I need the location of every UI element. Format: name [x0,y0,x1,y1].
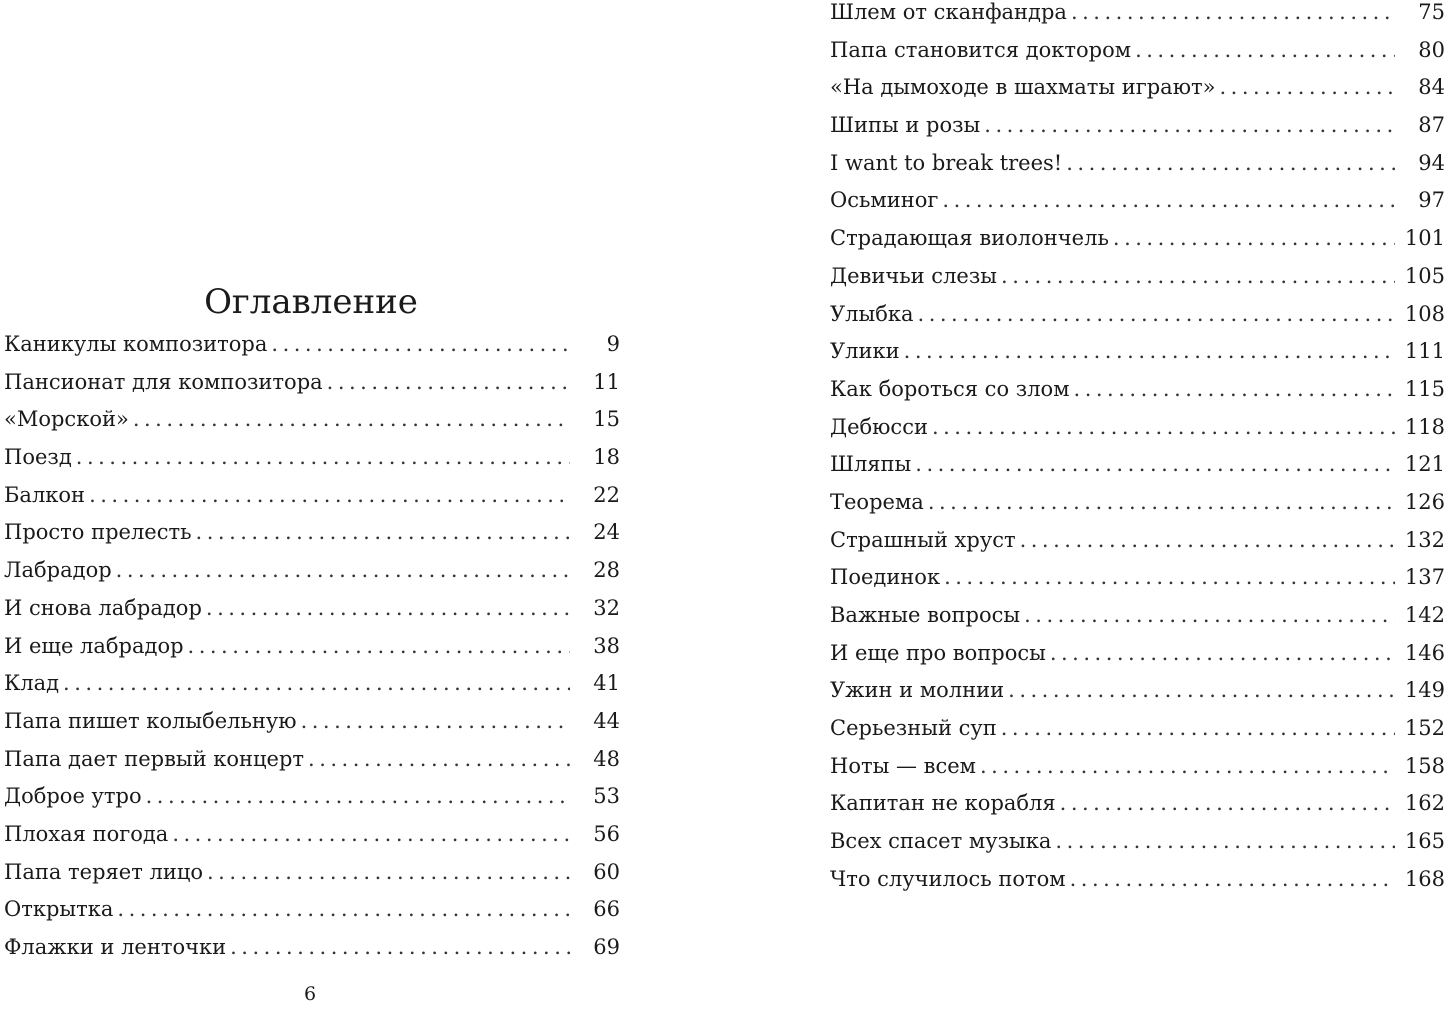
toc-entry[interactable] [4,703,620,741]
toc-entry-page: 69 [593,935,620,959]
toc-entry-page: 41 [593,671,620,696]
dot-leader [1001,710,1395,748]
dot-leader [918,296,1395,334]
dot-leader [980,748,1395,786]
toc-entry-title: Серьезный суп [830,716,997,741]
toc-entry-page: 11 [593,369,620,394]
toc-entry[interactable] [830,69,1445,107]
toc-entry[interactable] [830,258,1445,296]
toc-entry[interactable] [4,816,620,854]
toc-entry-page: 66 [593,897,620,922]
toc-entry-page: 28 [593,558,620,583]
toc-entry-page: 101 [1404,226,1445,251]
toc-entry-page: 137 [1404,565,1445,590]
dot-leader [1050,635,1395,673]
dot-leader [1060,785,1395,823]
toc-entry-page: 126 [1404,489,1445,514]
toc-entry-title: Клад [4,671,60,696]
dot-leader [206,590,570,628]
toc-entry-page: 84 [1418,75,1445,100]
toc-entry-title: «На дымоходе в шахматы играют» [830,75,1216,100]
toc-entry-page: 97 [1418,188,1445,213]
toc-left-column [4,326,620,967]
toc-entry-title: Осьминог [830,188,939,213]
toc-entry[interactable] [830,296,1445,334]
dot-leader [904,333,1395,371]
toc-entry-title: Улыбка [830,301,914,326]
toc-entry-page: 111 [1404,339,1445,364]
toc-entry-page: 32 [593,595,620,620]
toc-entry[interactable] [830,333,1445,371]
dot-leader [1070,861,1395,899]
page-title: Оглавление [204,281,418,322]
dot-leader [116,552,570,590]
dot-leader [301,703,570,741]
dot-leader [76,439,570,477]
dot-leader [271,326,570,364]
toc-entry-title: Всех спасет музыка [830,829,1052,854]
dot-leader [207,854,570,892]
dot-leader [984,107,1395,145]
dot-leader [1020,522,1395,560]
toc-entry-title: Лабрадор [4,558,112,583]
toc-entry-title: Дебюсси [830,414,928,439]
toc-entry[interactable] [4,741,620,779]
toc-entry[interactable] [4,590,620,628]
dot-leader [196,514,570,552]
toc-entry-page: 108 [1404,301,1445,326]
toc-entry[interactable] [830,484,1445,522]
dot-leader [1135,32,1395,70]
dot-leader [932,409,1395,447]
dot-leader [172,816,570,854]
toc-entry-page: 38 [593,633,620,658]
toc-entry[interactable] [4,552,620,590]
dot-leader [1008,672,1395,710]
dot-leader [1113,220,1395,258]
toc-entry-page: 94 [1418,150,1445,175]
dot-leader [1071,0,1395,32]
toc-entry-title: «Морской» [4,407,129,432]
toc-entry-title: Как бороться со злом [830,376,1070,401]
toc-entry-page: 53 [593,784,620,809]
toc-entry[interactable] [830,710,1445,748]
dot-leader [1024,597,1395,635]
toc-entry[interactable] [830,823,1445,861]
toc-entry[interactable] [4,778,620,816]
toc-entry-page: 56 [593,821,620,846]
toc-entry-title: Шлем от сканфандра [830,0,1067,24]
toc-entry[interactable] [4,929,620,967]
dot-leader [942,182,1395,220]
dot-leader [117,891,570,929]
toc-entry[interactable] [830,182,1445,220]
toc-entry-page: 142 [1404,603,1445,627]
dot-leader [1219,69,1395,107]
toc-entry-page: 168 [1404,866,1445,891]
dot-leader [1001,258,1395,296]
toc-entry-title: Флажки и ленточки [4,935,227,959]
toc-entry-title: Балкон [4,482,86,507]
toc-entry-title: Поединок [830,565,941,590]
toc-entry[interactable] [830,409,1445,447]
toc-entry-page: 118 [1404,414,1445,439]
dot-leader [928,484,1395,522]
dot-leader [1066,145,1395,183]
toc-entry-page: 152 [1404,716,1445,741]
toc-entry[interactable] [830,559,1445,597]
toc-entry[interactable] [830,748,1445,786]
toc-entry[interactable] [830,0,1445,32]
toc-entry-title: И еще лабрадор [4,633,184,658]
dot-leader [1055,823,1395,861]
toc-entry-page: 162 [1404,791,1445,816]
toc-entry[interactable] [830,635,1445,673]
toc-entry-page: 75 [1418,0,1445,24]
dot-leader [63,665,570,703]
toc-entry[interactable] [4,891,620,929]
toc-entry-title: Каникулы композитора [4,332,268,356]
toc-entry[interactable] [830,446,1445,484]
toc-entry-page: 165 [1404,829,1445,854]
toc-entry-title: Папа дает первый концерт [4,746,305,771]
page-number: 6 [303,983,317,1005]
toc-entry-title: Теорема [830,489,924,514]
toc-entry[interactable] [4,326,620,364]
dot-leader [188,628,570,666]
toc-entry[interactable] [4,514,620,552]
toc-entry-page: 105 [1404,263,1445,288]
toc-entry[interactable] [830,785,1445,823]
dot-leader [1074,371,1395,409]
dot-leader [230,929,570,967]
dot-leader [915,446,1395,484]
toc-entry-page: 48 [593,746,620,771]
toc-entry-title: Ноты — всем [830,753,976,778]
toc-entry-title: Капитан не корабля [830,791,1056,816]
toc-entry[interactable] [830,371,1445,409]
toc-entry[interactable] [4,439,620,477]
toc-entry[interactable] [830,32,1445,70]
toc-entry-page: 146 [1404,640,1445,665]
dot-leader [308,741,570,779]
dot-leader [89,477,570,515]
toc-entry[interactable] [830,672,1445,710]
toc-entry[interactable] [4,854,620,892]
toc-entry-page: 9 [606,332,620,356]
toc-entry-title: Улики [830,339,900,364]
toc-entry[interactable] [830,861,1445,899]
toc-entry-title: Девичьи слезы [830,263,998,288]
toc-entry-title: Плохая погода [4,821,169,846]
toc-entry[interactable] [4,665,620,703]
toc-entry-title: Открытка [4,897,114,922]
toc-entry-page: 15 [593,407,620,432]
toc-entry[interactable] [830,522,1445,560]
toc-entry-page: 158 [1404,753,1445,778]
toc-entry-title: Важные вопросы [830,603,1021,627]
toc-entry-page: 22 [593,482,620,507]
toc-entry-page: 18 [593,445,620,470]
toc-entry-title: И снова лабрадор [4,595,202,620]
toc-entry-title: I want to break trees! [830,150,1063,175]
toc-entry-title: Поезд [4,445,72,470]
toc-entry-page: 24 [593,520,620,545]
toc-entry-page: 115 [1404,376,1445,401]
dot-leader [146,778,570,816]
toc-entry-page: 80 [1418,37,1445,62]
toc-entry-title: Страдающая виолончель [830,226,1109,251]
toc-right-column [830,0,1445,899]
toc-entry-title: Что случилось потом [830,866,1066,891]
dot-leader [944,559,1395,597]
toc-entry-title: Ужин и молнии [830,678,1005,703]
toc-entry[interactable] [830,107,1445,145]
toc-entry[interactable] [830,597,1445,635]
toc-entry-page: 132 [1404,527,1445,552]
toc-entry-page: 60 [593,859,620,884]
toc-entry-title: Просто прелесть [4,520,192,545]
toc-entry-page: 44 [593,708,620,733]
toc-entry[interactable] [830,220,1445,258]
toc-entry-page: 121 [1404,452,1445,477]
toc-entry[interactable] [4,628,620,666]
toc-entry[interactable] [830,145,1445,183]
toc-entry[interactable] [4,364,620,402]
toc-entry-title: Пансионат для композитора [4,369,323,394]
toc-entry-title: Папа становится доктором [830,37,1132,62]
toc-entry-title: Папа пишет колыбельную [4,708,297,733]
toc-entry-title: Шляпы [830,452,912,477]
toc-entry[interactable] [4,477,620,515]
toc-entry[interactable] [4,401,620,439]
toc-entry-title: Шипы и розы [830,113,981,138]
toc-entry-title: Папа теряет лицо [4,859,203,884]
dot-leader [327,364,570,402]
toc-entry-title: И еще про вопросы [830,640,1046,665]
toc-entry-title: Доброе утро [4,784,142,809]
toc-entry-page: 87 [1418,113,1445,138]
toc-entry-page: 149 [1404,678,1445,703]
dot-leader [133,401,570,439]
toc-entry-title: Страшный хруст [830,527,1016,552]
